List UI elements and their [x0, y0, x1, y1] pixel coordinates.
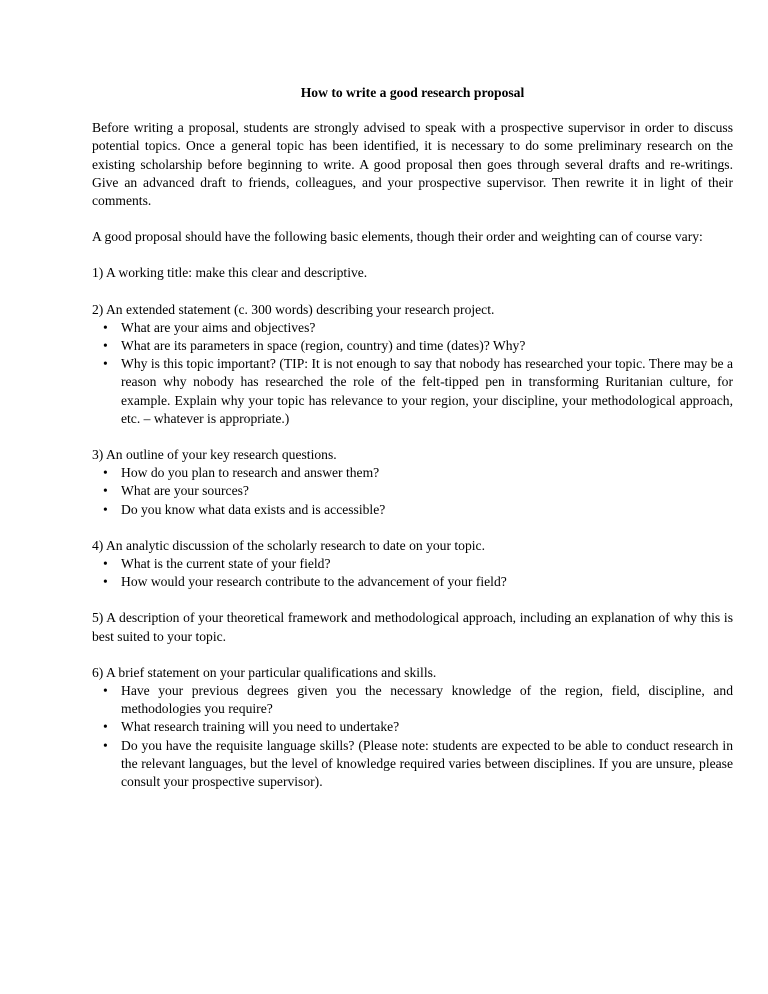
list-item: [92, 682, 733, 718]
section-qualifications: [92, 664, 733, 791]
list-item-text: Why is this topic important? (TIP: It is not enough to say that nobody has researched your topic. There may be a reason why nobody has researched the role of the felt-tipped pen in transforming Ruritanian culture, for example. Explain why your topic has relevance to your region, your discipline, your methodological approach, etc. – whatever is appropriate.): [121, 356, 733, 426]
section-heading: 3) An outline of your key research questions.: [92, 447, 337, 463]
list-item-text: How do you plan to research and answer them?: [121, 465, 380, 481]
bullet-list: [92, 464, 733, 519]
list-item-text: What are its parameters in space (region, country) and time (dates)? Why?: [121, 338, 526, 354]
section-extended-statement: [92, 301, 733, 428]
bullet-list: [92, 319, 733, 428]
list-item: [92, 355, 733, 428]
section-heading: 5) A description of your theoretical framework and methodological approach, including an explanation of why this is best suited to your topic.: [92, 610, 733, 644]
bullet-icon: •: [103, 465, 108, 481]
bullet-icon: •: [103, 719, 108, 735]
bullet-icon: •: [103, 338, 108, 354]
bullet-icon: •: [103, 737, 108, 753]
list-item-text: Do you have the requisite language skills? (Please note: students are expected to be able to conduct research in the relevant languages, but the level of knowledge required varies between disciplines. If you are unsure, please consult your prospective supervisor).: [121, 737, 733, 790]
bullet-icon: •: [103, 556, 108, 572]
section-heading: 2) An extended statement (c. 300 words) describing your research project.: [92, 301, 495, 317]
intro-paragraph-2: A good proposal should have the following basic elements, though their order and weighting can of course vary:: [92, 229, 703, 245]
bullet-icon: •: [103, 483, 108, 499]
list-item-text: What research training will you need to undertake?: [121, 719, 400, 735]
intro-paragraph-1: Before writing a proposal, students are strongly advised to speak with a prospective supervisor in order to discuss potential topics. Once a general topic has been identified, it is necessary to do some preliminary research on the existing scholarship before beginning to write. A good proposal then goes through several drafts and re-writings. Give an advanced draft to friends, colleagues, and your prospective supervisor. Then rewrite it in light of their comments.: [92, 120, 733, 209]
bullet-list: [92, 555, 733, 591]
list-item: [92, 555, 733, 573]
section-working-title: [92, 264, 733, 282]
list-item-text: How would your research contribute to the advancement of your field?: [121, 574, 507, 590]
list-item: [92, 464, 733, 482]
section-heading: 6) A brief statement on your particular qualifications and skills.: [92, 664, 437, 680]
bullet-icon: •: [103, 501, 108, 517]
section-research-questions: [92, 446, 733, 519]
list-item-text: Do you know what data exists and is accessible?: [121, 501, 386, 517]
list-item-text: What are your aims and objectives?: [121, 319, 316, 335]
list-item: [92, 337, 733, 355]
section-theoretical-framework: [92, 609, 733, 645]
list-item-text: Have your previous degrees given you the necessary knowledge of the region, field, discipline, and methodologies you require?: [121, 683, 733, 717]
list-item: [92, 501, 733, 519]
document-page: [92, 84, 733, 809]
bullet-list: [92, 682, 733, 791]
list-item: [92, 718, 733, 736]
bullet-icon: •: [103, 319, 108, 335]
bullet-icon: •: [103, 574, 108, 590]
list-item-text: What are your sources?: [121, 483, 249, 499]
section-heading: 1) A working title: make this clear and descriptive.: [92, 265, 368, 281]
list-item-text: What is the current state of your field?: [121, 556, 331, 572]
list-item: [92, 573, 733, 591]
bullet-icon: •: [103, 356, 108, 372]
bullet-icon: •: [103, 683, 108, 699]
list-item: [92, 482, 733, 500]
section-scholarly-research: [92, 537, 733, 592]
list-item: [92, 737, 733, 792]
section-heading: 4) An analytic discussion of the scholarly research to date on your topic.: [92, 537, 485, 553]
list-item: [92, 319, 733, 337]
document-title: How to write a good research proposal: [300, 85, 525, 100]
